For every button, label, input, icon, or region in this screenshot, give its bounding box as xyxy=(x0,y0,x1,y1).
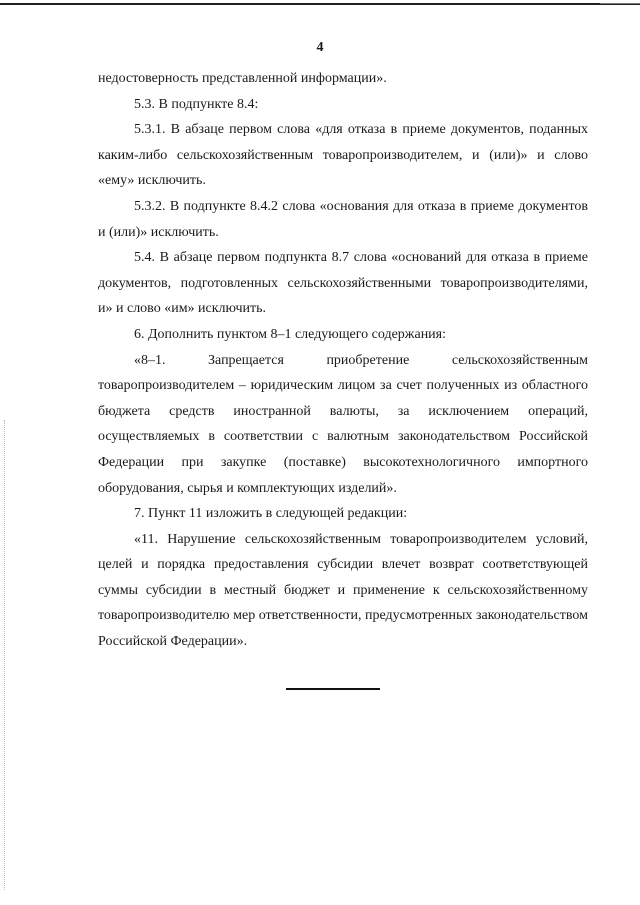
paragraph: 5.3. В подпункте 8.4: xyxy=(134,96,259,112)
paragraph: недостоверность представленной информации». xyxy=(98,71,387,86)
top-border-tail xyxy=(600,3,640,4)
top-border-line xyxy=(0,3,640,5)
document-body xyxy=(98,66,588,655)
paragraph: 7. Пункт 11 изложить в следующей редакции: xyxy=(134,506,408,522)
paragraph: 6. Дополнить пунктом 8–1 следующего содержания: xyxy=(134,326,447,342)
paragraph: «11. Нарушение сельскохозяйственным товаропроизводителем условий, целей и порядка предоставления субсидии влечет возврат соответствующей суммы субсидии в местный бюджет и применение к сельскохозяйственному товаропроизводителю мер ответственности, предусмотренных законодательством Российской Федерации». xyxy=(98,531,588,650)
page-number: 4 xyxy=(316,40,324,55)
paragraph: «8–1. Запрещается приобретение сельскохозяйственным товаропроизводителем – юридическим лицом за счет полученных из областного бюджета средств иностранной валюты, за исключением операций, осуществляемых в соответствии с валютным законодательством Российской Федерации при закупке (поставке) высокотехнологичного импортного оборудования, сырья и комплектующих изделий». xyxy=(98,352,588,496)
paragraph: 5.3.2. В подпункте 8.4.2 слова «основания для отказа в приеме документов и (или)» исключить. xyxy=(98,198,588,240)
paragraph: 5.3.1. В абзаце первом слова «для отказа в приеме документов, поданных каким-либо сельскохозяйственным товаропроизводителем, и (или)» и слово «ему» исключить. xyxy=(98,122,588,189)
end-of-document-rule xyxy=(286,688,380,690)
paragraph: 5.4. В абзаце первом подпункта 8.7 слова «оснований для отказа в приеме документов, подготовленных сельскохозяйственными товаропроизводителями, и» и слово «им» исключить. xyxy=(98,250,588,317)
scan-left-edge xyxy=(4,420,6,890)
